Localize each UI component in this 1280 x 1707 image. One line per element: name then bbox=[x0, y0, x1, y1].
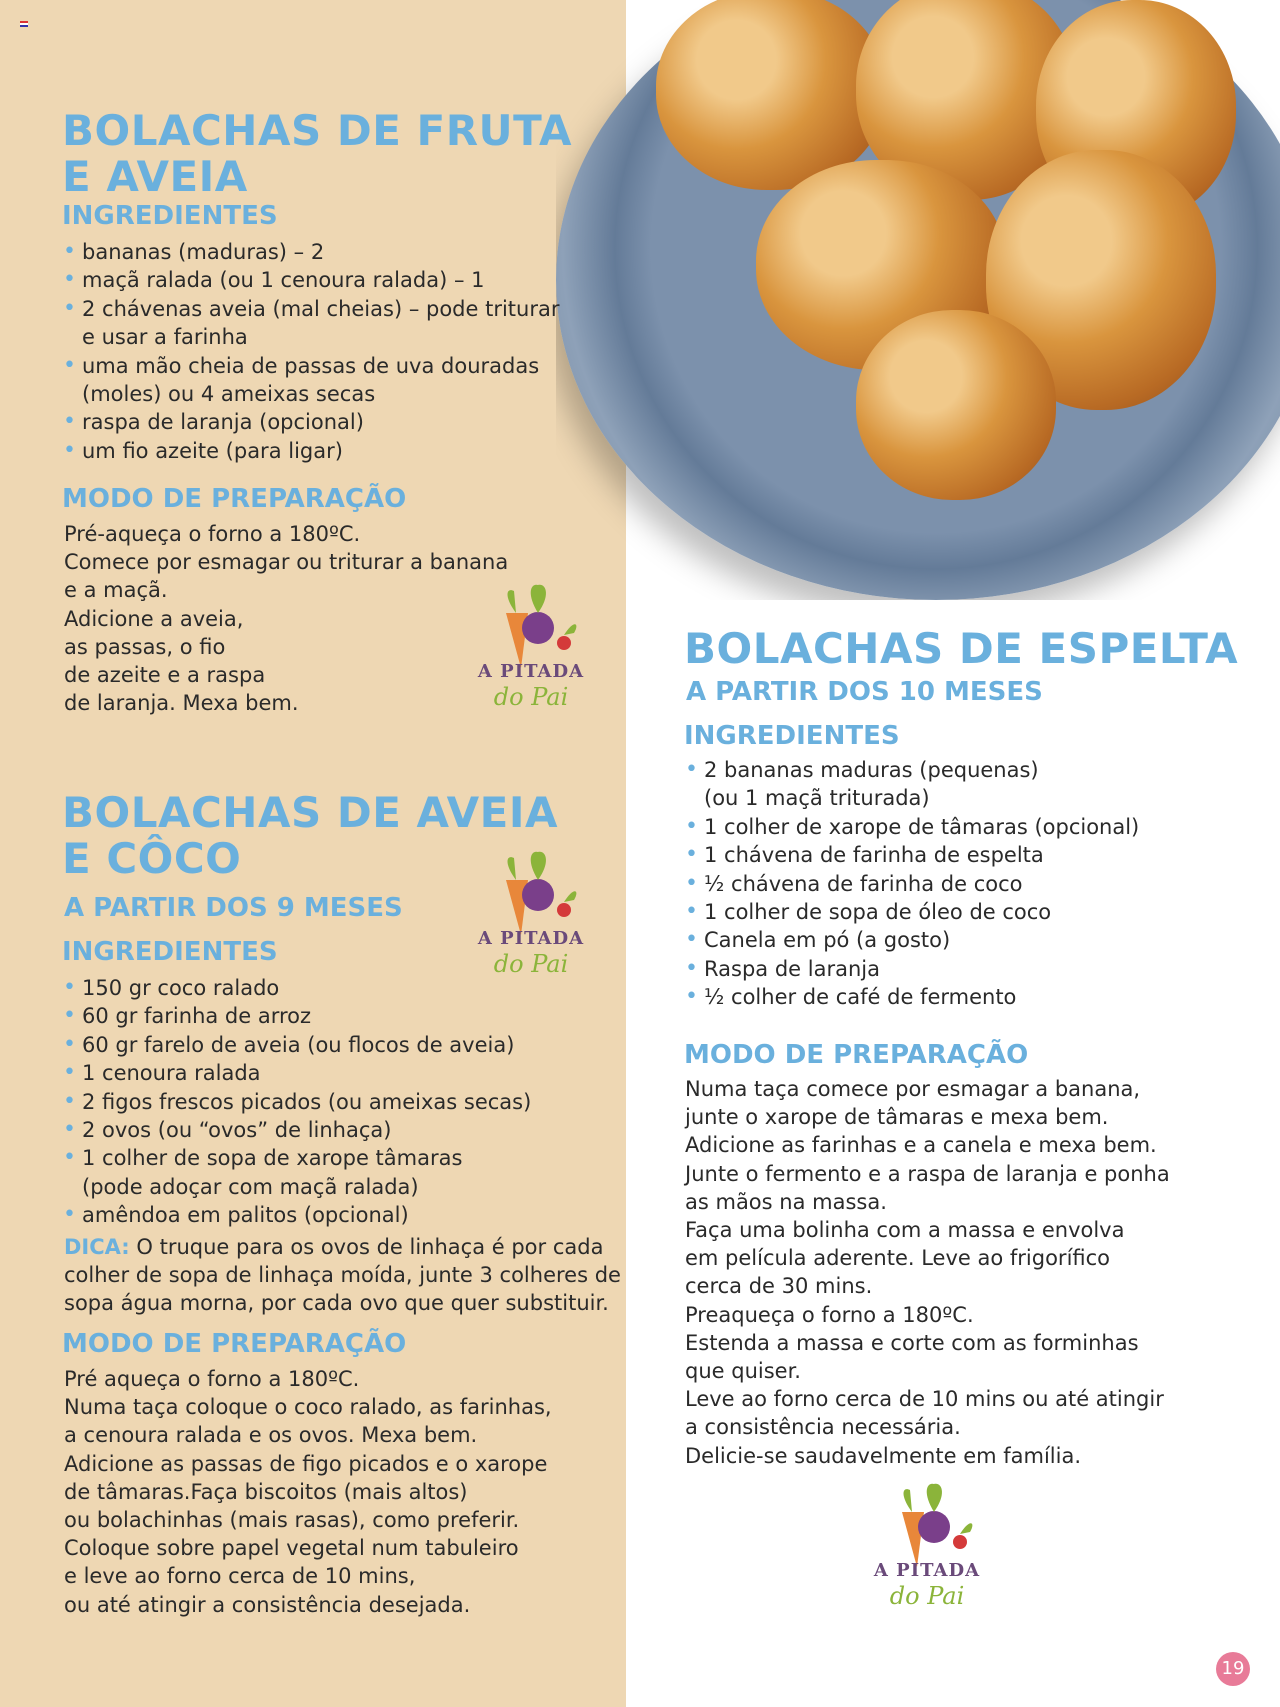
text-line: as passas, o fio bbox=[64, 634, 226, 659]
text-line: ou bolachinhas (mais rasas), como preferir. bbox=[64, 1508, 520, 1533]
text-line: Preaqueça o forno a 180ºC. bbox=[685, 1302, 974, 1327]
logo-subtext: do Pai bbox=[493, 950, 569, 978]
page-number: 19 bbox=[1216, 1652, 1250, 1686]
ingredient-item: • 2 chávenas aveia (mal cheias) – pode triturar e usar a farinha bbox=[63, 295, 583, 352]
logo-subtext: do Pai bbox=[889, 1582, 965, 1610]
ingredient-item: • 1 colher de sopa de xarope tâmaras (pode adoçar com maçã ralada) bbox=[63, 1144, 603, 1201]
ingredient-item: • 1 colher de sopa de óleo de coco bbox=[685, 898, 1245, 926]
text-line: Adicione as farinhas e a canela e mexa bem. bbox=[685, 1133, 1157, 1158]
ingredient-item: • 2 bananas maduras (pequenas) (ou 1 maçã triturada) bbox=[685, 756, 1245, 813]
text-line: junte o xarope de tâmaras e mexa bem. bbox=[685, 1105, 1109, 1130]
text-line: Faça uma bolinha com a massa e envolva bbox=[685, 1218, 1125, 1243]
text-line: Coloque sobre papel vegetal num tabuleiro bbox=[64, 1536, 519, 1561]
ingredient-item: • 2 ovos (ou “ovos” de linhaça) bbox=[63, 1116, 603, 1144]
logo bbox=[476, 850, 586, 990]
ingredient-item: • 60 gr farinha de arroz bbox=[63, 1002, 603, 1030]
text-line: Leve ao forno cerca de 10 mins ou até atingir bbox=[685, 1387, 1164, 1412]
ingredient-item: • 2 figos frescos picados (ou ameixas secas) bbox=[63, 1088, 603, 1116]
text-line: Pré aqueça o forno a 180ºC. bbox=[64, 1367, 360, 1391]
recipe2-method-heading: MODO DE PREPARAÇÃO bbox=[62, 1329, 407, 1359]
ingredient-item: • 1 colher de xarope de tâmaras (opcional) bbox=[685, 813, 1245, 841]
text-line: de tâmaras.Faça biscoitos (mais altos) bbox=[64, 1479, 468, 1504]
logo-subtext: do Pai bbox=[493, 683, 569, 711]
recipe2-subtitle: A PARTIR DOS 9 MESES bbox=[64, 893, 403, 923]
text-line: e leve ao forno cerca de 10 mins, bbox=[64, 1564, 416, 1589]
vegetables-icon bbox=[872, 1482, 982, 1572]
logo bbox=[476, 583, 586, 723]
logo-text: A PITADA bbox=[873, 1560, 981, 1581]
text-line: Numa taça comece por esmagar a banana, bbox=[685, 1077, 1141, 1101]
text-line: cerca de 30 mins. bbox=[685, 1274, 873, 1299]
ingredient-item: • 150 gr coco ralado bbox=[63, 974, 603, 1002]
recipe1-ingredient-list bbox=[63, 238, 583, 465]
recipe1-title bbox=[62, 108, 572, 200]
ingredient-item: • bananas (maduras) – 2 bbox=[63, 238, 583, 266]
ingredient-item: • ½ colher de café de fermento bbox=[685, 983, 1245, 1011]
recipe3-method-heading: MODO DE PREPARAÇÃO bbox=[684, 1040, 1029, 1070]
text-line: Comece por esmagar ou triturar a banana bbox=[64, 550, 509, 575]
recipe3-ingredient-list bbox=[685, 756, 1245, 1012]
recipe1-ingredients-heading: INGREDIENTES bbox=[62, 201, 278, 231]
logo-text: A PITADA bbox=[477, 928, 585, 949]
recipe2-ingredients-heading: INGREDIENTES bbox=[62, 937, 278, 967]
cookies-photo bbox=[556, 0, 1280, 600]
text-line: Numa taça coloque o coco ralado, as farinhas, bbox=[64, 1395, 552, 1420]
text-line: de laranja. Mexa bem. bbox=[64, 691, 299, 716]
recipe2-method-text bbox=[64, 1365, 624, 1619]
ingredient-item: • raspa de laranja (opcional) bbox=[63, 408, 583, 436]
text-line: e a maçã. bbox=[64, 578, 168, 603]
vegetables-icon bbox=[476, 850, 586, 940]
recipe1-title-line2: E AVEIA bbox=[62, 152, 248, 201]
text-line: Junte o fermento e a raspa de laranja e ponha bbox=[685, 1161, 1170, 1186]
ingredient-item: • Raspa de laranja bbox=[685, 955, 1245, 983]
text-line: ou até atingir a consistência desejada. bbox=[64, 1592, 471, 1617]
recipe3-title: BOLACHAS DE ESPELTA bbox=[684, 624, 1239, 673]
vegetables-icon bbox=[476, 583, 586, 673]
flag-icon bbox=[20, 21, 28, 27]
recipe1-title-line1: BOLACHAS DE FRUTA bbox=[62, 106, 573, 155]
recipe2-tip bbox=[64, 1233, 624, 1317]
text-line: Pré-aqueça o forno a 180ºC. bbox=[64, 522, 361, 546]
ingredient-item: • ½ chávena de farinha de coco bbox=[685, 870, 1245, 898]
text-line: Adicione as passas de figo picados e o xarope bbox=[64, 1451, 548, 1476]
text-line: Adicione a aveia, bbox=[64, 606, 244, 631]
ingredient-item: • 1 cenoura ralada bbox=[63, 1059, 603, 1087]
recipe1-method-heading: MODO DE PREPARAÇÃO bbox=[62, 484, 407, 514]
recipe2-title-line2: E CÔCO bbox=[62, 834, 242, 883]
tip-label: DICA: bbox=[64, 1235, 130, 1259]
text-line: que quiser. bbox=[685, 1359, 801, 1384]
text-line: em película aderente. Leve ao frigorífico bbox=[685, 1246, 1111, 1271]
text-line: de azeite e a raspa bbox=[64, 663, 266, 688]
ingredient-item: • maçã ralada (ou 1 cenoura ralada) – 1 bbox=[63, 266, 583, 294]
cookie-image bbox=[856, 310, 1056, 500]
recipe2-ingredient-list bbox=[63, 974, 603, 1230]
text-line: a cenoura ralada e os ovos. Mexa bem. bbox=[64, 1423, 478, 1448]
text-line: Delicie-se saudavelmente em família. bbox=[685, 1443, 1082, 1468]
recipe3-subtitle: A PARTIR DOS 10 MESES bbox=[686, 677, 1043, 707]
logo bbox=[872, 1482, 982, 1622]
text-line: a consistência necessária. bbox=[685, 1415, 961, 1440]
tip-text: O truque para os ovos de linhaça é por cada colher de sopa de linhaça moída, junte 3 colheres de sopa água morna, por cada ovo que quer substituir. bbox=[64, 1235, 621, 1315]
ingredient-item: • Canela em pó (a gosto) bbox=[685, 926, 1245, 954]
recipe3-method-text bbox=[685, 1075, 1265, 1470]
recipe2-title-line1: BOLACHAS DE AVEIA bbox=[62, 788, 558, 837]
ingredient-item: • uma mão cheia de passas de uva douradas (moles) ou 4 ameixas secas bbox=[63, 352, 583, 409]
recipe3-ingredients-heading: INGREDIENTES bbox=[684, 721, 900, 751]
ingredient-item: • 1 chávena de farinha de espelta bbox=[685, 841, 1245, 869]
text-line: as mãos na massa. bbox=[685, 1189, 887, 1214]
ingredient-item: • 60 gr farelo de aveia (ou flocos de aveia) bbox=[63, 1031, 603, 1059]
ingredient-item: • um fio azeite (para ligar) bbox=[63, 437, 583, 465]
logo-text: A PITADA bbox=[477, 661, 585, 682]
text-line: Estenda a massa e corte com as forminhas bbox=[685, 1330, 1139, 1355]
ingredient-item: • amêndoa em palitos (opcional) bbox=[63, 1201, 603, 1229]
